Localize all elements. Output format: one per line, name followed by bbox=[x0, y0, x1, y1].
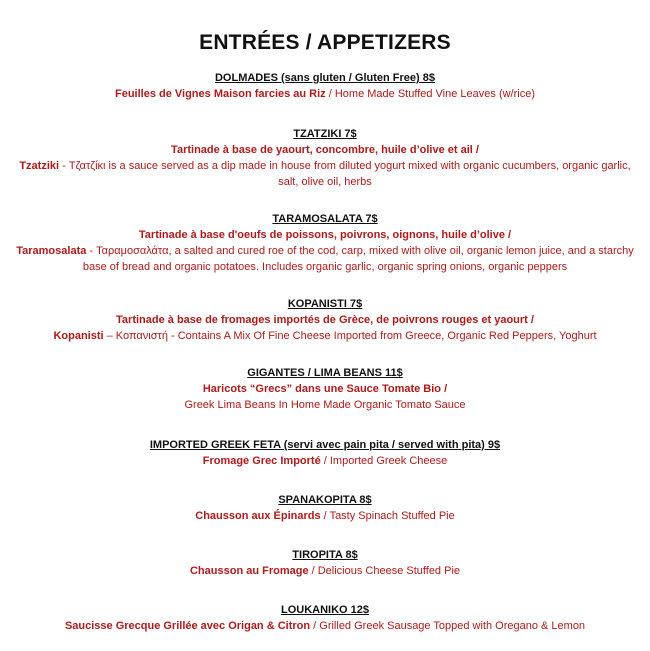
item-french: Saucisse Grecque Grillée avec Origan & Citron bbox=[64, 620, 311, 632]
menu-item-loukaniko bbox=[0, 602, 650, 634]
item-description: Saucisse Grecque Grillée avec Origan & Citron / Grilled Greek Sausage Topped with Oregano & Lemon bbox=[64, 620, 586, 632]
item-name: DOLMADES (sans gluten / Gluten Free) 8$ bbox=[214, 72, 436, 84]
item-name: LOUKANIKO 12$ bbox=[280, 604, 370, 616]
item-description: Taramosalata - Ταραμοσαλάτα, a salted and cured roe of the cod, carp, mixed with olive oil, organic lemon juice, and a starchy base of bread and organic potatoes. Includes organic garlic, organic spring onions, organic peppers bbox=[16, 245, 634, 273]
item-name: TIROPITA 8$ bbox=[292, 549, 358, 561]
item-french: Tartinade à base d'oeufs de poissons, poivrons, oignons, huile d’olive / bbox=[138, 229, 512, 241]
item-english: Grilled Greek Sausage Topped with Oregano & Lemon bbox=[319, 620, 586, 632]
item-name: GIGANTES / LIMA BEANS 11$ bbox=[247, 367, 403, 379]
item-description: Kopanisti – Κοπανιστή - Contains A Mix Of Fine Cheese Imported from Greece, Organic Red Peppers, Yoghurt bbox=[53, 330, 597, 342]
item-name: IMPORTED GREEK FETA (servi avec pain pita / served with pita) 9$ bbox=[149, 439, 501, 451]
menu-item-tzatziki bbox=[0, 126, 650, 190]
item-description: Fromage Grec Importé / Imported Greek Cheese bbox=[202, 455, 448, 467]
item-description: Tzatziki - Τζατζίκι is a sauce served as a dip made in house from diluted yogurt mixed with organic cucumbers, organic garlic, salt, olive oil, herbs bbox=[19, 160, 631, 188]
item-description: Feuilles de Vignes Maison farcies au Riz / Home Made Stuffed Vine Leaves (w/rice) bbox=[114, 88, 535, 100]
page-title: ENTRÉES / APPETIZERS bbox=[199, 31, 451, 54]
item-english: Κοπανιστή - Contains A Mix Of Fine Cheese Imported from Greece, Organic Red Peppers, Yoghurt bbox=[115, 330, 597, 342]
item-english: Imported Greek Cheese bbox=[329, 455, 448, 467]
item-english: Home Made Stuffed Vine Leaves (w/rice) bbox=[334, 88, 535, 100]
item-name: KOPANISTI 7$ bbox=[287, 298, 363, 310]
item-french: Tartinade à base de yaourt, concombre, huile d’olive et ail / bbox=[171, 144, 479, 156]
item-english: Greek Lima Beans In Home Made Organic Tomato Sauce bbox=[184, 399, 466, 411]
item-english: Τζατζίκι is a sauce served as a dip made in house from diluted yogurt mixed with organic cucumbers, organic garlic, salt, olive oil, herbs bbox=[68, 160, 631, 188]
item-english-label: Tzatziki bbox=[19, 160, 60, 172]
item-name: TZATZIKI 7$ bbox=[293, 128, 357, 140]
item-french: Haricots “Grecs” dans une Sauce Tomate Bio / bbox=[202, 383, 448, 395]
item-french: Chausson aux Épinards bbox=[195, 510, 321, 522]
menu-item-tiropita bbox=[0, 547, 650, 579]
item-french: Tartinade à base de fromages importés de Grèce, de poivrons rouges et yaourt / bbox=[116, 314, 534, 326]
menu-item-feta bbox=[0, 437, 650, 469]
menu-item-dolmades bbox=[0, 70, 650, 102]
menu-item-spanakopita bbox=[0, 492, 650, 524]
item-description: Chausson au Fromage / Delicious Cheese Stuffed Pie bbox=[189, 565, 461, 577]
item-french: Chausson au Fromage bbox=[189, 565, 309, 577]
item-name: SPANAKOPITA 8$ bbox=[278, 494, 372, 506]
item-french: Fromage Grec Importé bbox=[202, 455, 321, 467]
menu-item-gigantes bbox=[0, 365, 650, 413]
item-english: Tasty Spinach Stuffed Pie bbox=[329, 510, 455, 522]
item-name: TARAMOSALATA 7$ bbox=[272, 213, 378, 225]
item-french: Feuilles de Vignes Maison farcies au Riz bbox=[114, 88, 326, 100]
item-english-label: Taramosalata bbox=[16, 245, 87, 257]
menu-item-kopanisti bbox=[0, 296, 650, 344]
item-english: Delicious Cheese Stuffed Pie bbox=[317, 565, 461, 577]
item-english-label: Kopanisti bbox=[53, 330, 104, 342]
menu-item-taramosalata bbox=[0, 211, 650, 275]
item-english: Ταραμοσαλάτα, a salted and cured roe of the cod, carp, mixed with olive oil, organic lemon juice, and a starchy base of bread and organic potatoes. Includes organic garlic, organic spring onions, organic peppers bbox=[82, 245, 634, 273]
item-description: Chausson aux Épinards / Tasty Spinach Stuffed Pie bbox=[195, 510, 455, 522]
